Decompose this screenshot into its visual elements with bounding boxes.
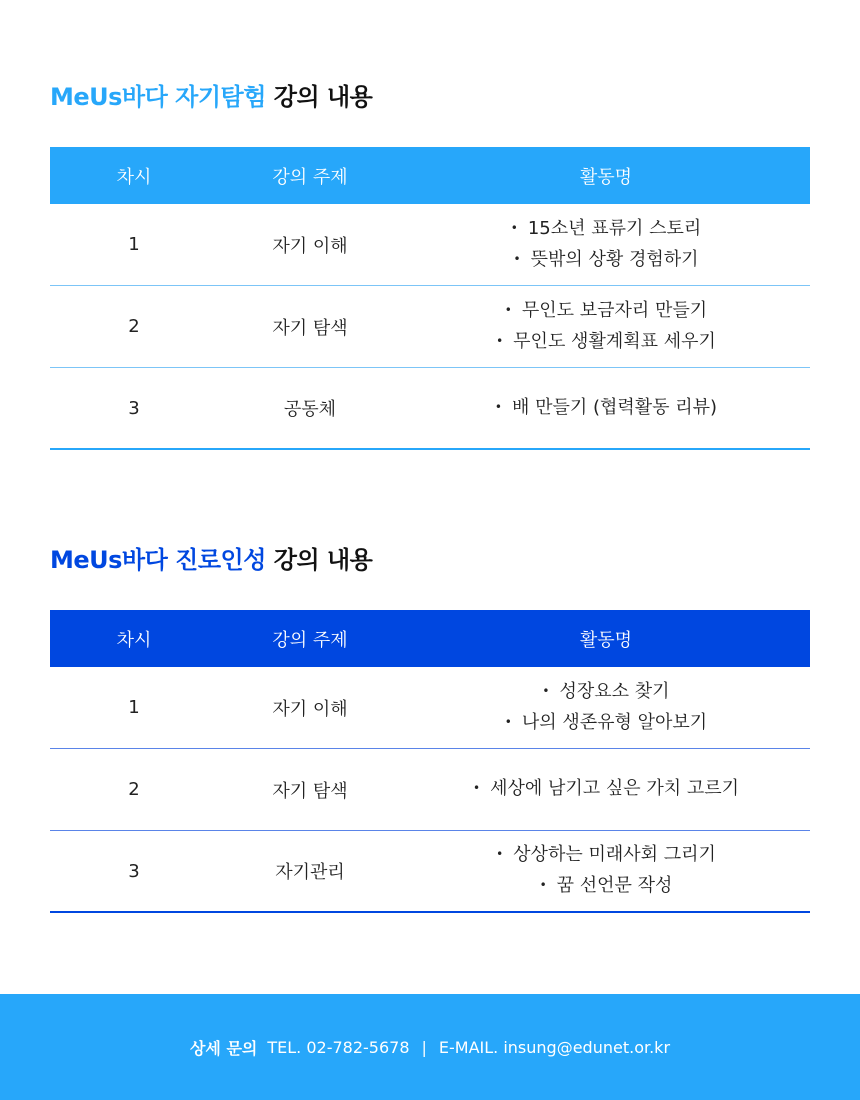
section-title-highlight: MeUs바다 자기탐험 — [50, 83, 266, 111]
lecture-topic: 자기 이해 — [272, 235, 348, 257]
activity-item: • 세상에 남기고 싶은 가치 고르기 — [473, 774, 739, 805]
contact-email[interactable]: E-MAIL. insung@edunet.or.kr — [438, 1037, 671, 1057]
section-title-rest: 강의 내용 — [265, 546, 373, 574]
activity-item: • 무인도 보금자리 만들기 — [496, 296, 716, 327]
activity-item: • 무인도 생활계획표 세우기 — [496, 327, 716, 358]
session-number: 3 — [128, 860, 140, 882]
lecture-topic: 자기 이해 — [272, 698, 348, 720]
section-self-exploration — [50, 80, 810, 450]
session-number: 2 — [128, 316, 140, 337]
header-topic: 강의 주제 — [272, 166, 348, 188]
activity-item: • 꿈 선언문 작성 — [496, 871, 716, 902]
lecture-topic: 자기 탐색 — [272, 780, 348, 802]
table-row — [50, 204, 810, 286]
header-activity: 활동명 — [579, 166, 633, 188]
contact-label: 상세 문의 — [189, 1038, 258, 1058]
table-row — [50, 667, 810, 749]
activity-item: • 나의 생존유형 알아보기 — [505, 708, 707, 739]
activity-item: • 성장요소 찾기 — [505, 677, 707, 708]
table-row — [50, 831, 810, 913]
session-number: 1 — [128, 234, 140, 255]
header-session: 차시 — [116, 166, 152, 188]
activity-list — [402, 296, 810, 358]
section-title-rest: 강의 내용 — [265, 83, 373, 111]
activity-item: • 배 만들기 (협력활동 리뷰) — [495, 393, 717, 424]
section-title — [50, 543, 810, 577]
activity-list — [402, 677, 810, 739]
section-career-character — [50, 543, 810, 913]
header-activity: 활동명 — [579, 629, 633, 651]
table-row — [50, 286, 810, 368]
lecture-table — [50, 147, 810, 450]
session-number: 2 — [128, 779, 140, 800]
section-title-highlight: MeUs바다 진로인성 — [50, 546, 266, 574]
lecture-table — [50, 610, 810, 913]
activity-list — [402, 774, 810, 805]
activity-list — [402, 840, 810, 902]
table-header — [50, 610, 810, 667]
activity-list — [402, 214, 810, 276]
table-row — [50, 749, 810, 831]
table-row — [50, 368, 810, 450]
activity-item: • 상상하는 미래사회 그리기 — [496, 840, 716, 871]
activity-item: • 15소년 표류기 스토리 — [511, 214, 702, 245]
lecture-topic: 공동체 — [283, 399, 337, 420]
activity-list — [402, 393, 810, 424]
section-title — [50, 80, 810, 114]
header-session: 차시 — [116, 629, 152, 651]
table-header — [50, 147, 810, 204]
activity-item: • 뜻밖의 상황 경험하기 — [511, 245, 702, 276]
session-number: 1 — [128, 697, 140, 718]
contact-footer — [0, 994, 860, 1100]
lecture-topic: 자기관리 — [275, 862, 345, 883]
lecture-topic: 자기 탐색 — [272, 317, 348, 339]
contact-phone[interactable]: TEL. 02-782-5678 — [267, 1037, 410, 1057]
header-topic: 강의 주제 — [272, 629, 348, 651]
session-number: 3 — [128, 397, 140, 419]
contact-separator: | — [421, 1037, 427, 1057]
